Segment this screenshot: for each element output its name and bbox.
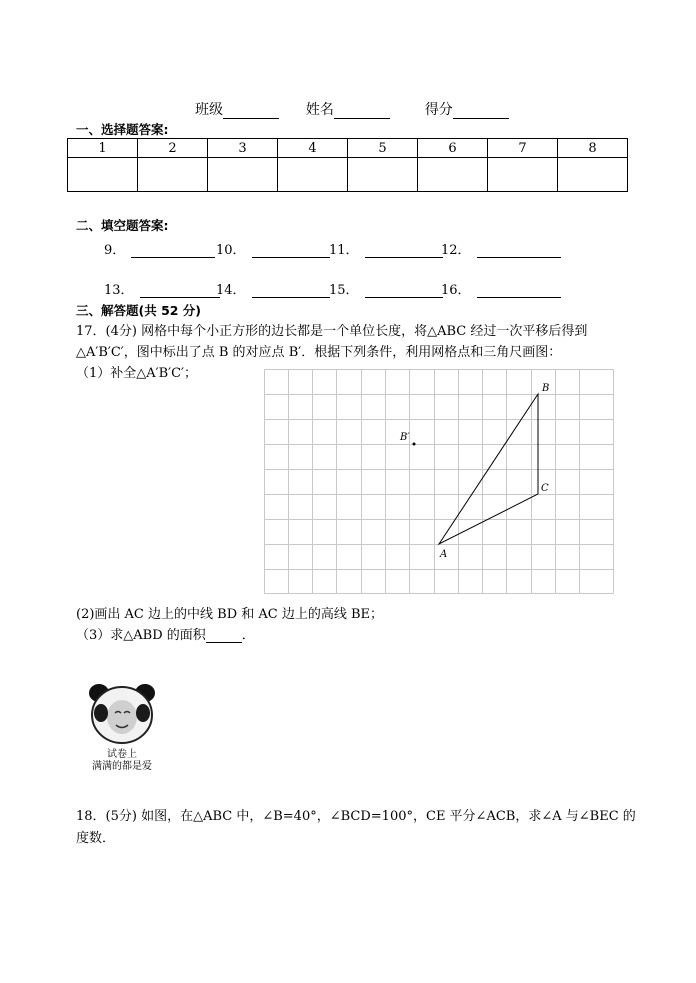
q17-part3-prefix: （3）求△ABD 的面积 bbox=[76, 628, 206, 643]
fill-blank[interactable] bbox=[365, 245, 443, 258]
section3-title: 三、解答题(共 52 分) bbox=[76, 303, 202, 318]
choice-col-header: 5 bbox=[348, 139, 418, 158]
label-a: A bbox=[440, 549, 448, 560]
section2-title: 二、填空题答案: bbox=[76, 218, 169, 233]
section1-title: 一、选择题答案: bbox=[76, 122, 169, 137]
fill-item-11 bbox=[329, 239, 443, 258]
choice-answer-cell[interactable] bbox=[68, 158, 138, 192]
coordinate-grid-figure bbox=[264, 369, 614, 595]
class-label: 班级 bbox=[195, 102, 223, 118]
name-label: 姓名 bbox=[305, 102, 334, 118]
fill-blank[interactable] bbox=[365, 285, 443, 298]
fill-item-16 bbox=[441, 279, 561, 298]
fill-number: 13． bbox=[104, 283, 134, 298]
fill-number: 16． bbox=[441, 283, 471, 298]
fill-blank[interactable] bbox=[140, 285, 220, 298]
label-c: C bbox=[541, 483, 549, 494]
choice-col-header: 6 bbox=[418, 139, 488, 158]
choice-answer-cell[interactable] bbox=[418, 158, 488, 192]
q17-part2: (2)画出 AC 边上的中线 BD 和 AC 边上的高线 BE； bbox=[76, 607, 384, 622]
q17-line2: △A′B′C′，图中标出了点 B 的对应点 B′．根据下列条件，利用网格点和三角尺画图： bbox=[76, 345, 562, 360]
area-answer-blank[interactable] bbox=[206, 630, 242, 643]
fill-blank[interactable] bbox=[477, 285, 561, 298]
q17-line1: 17．(4分) 网格中每个小正方形的边长都是一个单位长度，将△ABC 经过一次平移后得到 bbox=[76, 324, 588, 339]
choice-col-header: 7 bbox=[488, 139, 558, 158]
fill-item-14 bbox=[216, 279, 330, 298]
q18-line2: 度数． bbox=[76, 831, 116, 846]
student-info-header bbox=[195, 99, 509, 119]
choice-answer-cell[interactable] bbox=[488, 158, 558, 192]
fill-number: 11． bbox=[329, 243, 359, 258]
name-blank[interactable] bbox=[334, 104, 390, 119]
choice-col-header: 3 bbox=[208, 139, 278, 158]
q17-part1: （1）补全△A′B′C′； bbox=[76, 366, 198, 381]
label-b-prime: B′ bbox=[400, 432, 410, 443]
fill-blank[interactable] bbox=[252, 245, 330, 258]
panda-meme bbox=[80, 683, 164, 773]
score-blank[interactable] bbox=[453, 104, 509, 119]
q17-part3 bbox=[76, 624, 255, 643]
q18-line1: 18．(5分) 如图，在△ABC 中，∠B=40°，∠BCD=100°，CE 平分∠ACB，求∠A 与∠BEC 的 bbox=[76, 809, 636, 824]
fill-item-10 bbox=[216, 239, 330, 258]
choice-answer-cell[interactable] bbox=[348, 158, 418, 192]
choice-col-header: 2 bbox=[138, 139, 208, 158]
label-b: B bbox=[542, 383, 550, 394]
fill-blank[interactable] bbox=[477, 245, 561, 258]
choice-answer-cell[interactable] bbox=[278, 158, 348, 192]
choice-col-header: 1 bbox=[68, 139, 138, 158]
choice-col-header: 4 bbox=[278, 139, 348, 158]
fill-blank[interactable] bbox=[131, 245, 215, 258]
fill-item-9 bbox=[104, 239, 215, 258]
choice-answer-cell[interactable] bbox=[208, 158, 278, 192]
fill-number: 10． bbox=[216, 243, 246, 258]
choice-answer-cell[interactable] bbox=[138, 158, 208, 192]
meme-caption-line2: 满满的都是爱 bbox=[92, 761, 152, 772]
choice-col-header: 8 bbox=[558, 139, 628, 158]
fill-item-13 bbox=[104, 279, 220, 298]
fill-number: 14． bbox=[216, 283, 246, 298]
fill-number: 12． bbox=[441, 243, 471, 258]
choice-answer-table bbox=[67, 138, 628, 192]
fill-number: 15． bbox=[329, 283, 359, 298]
score-label: 得分 bbox=[424, 102, 453, 118]
fill-item-12 bbox=[441, 239, 561, 258]
choice-answer-cell[interactable] bbox=[558, 158, 628, 192]
fill-blank[interactable] bbox=[252, 285, 330, 298]
grid-lines bbox=[265, 370, 614, 594]
fill-number: 9． bbox=[104, 243, 126, 258]
fill-item-15 bbox=[329, 279, 443, 298]
meme-caption-line1: 试卷上 bbox=[107, 749, 137, 760]
panda-face-icon bbox=[87, 683, 157, 745]
q17-part3-suffix: ． bbox=[241, 628, 255, 643]
class-blank[interactable] bbox=[223, 104, 279, 119]
point-b-prime bbox=[413, 443, 416, 446]
